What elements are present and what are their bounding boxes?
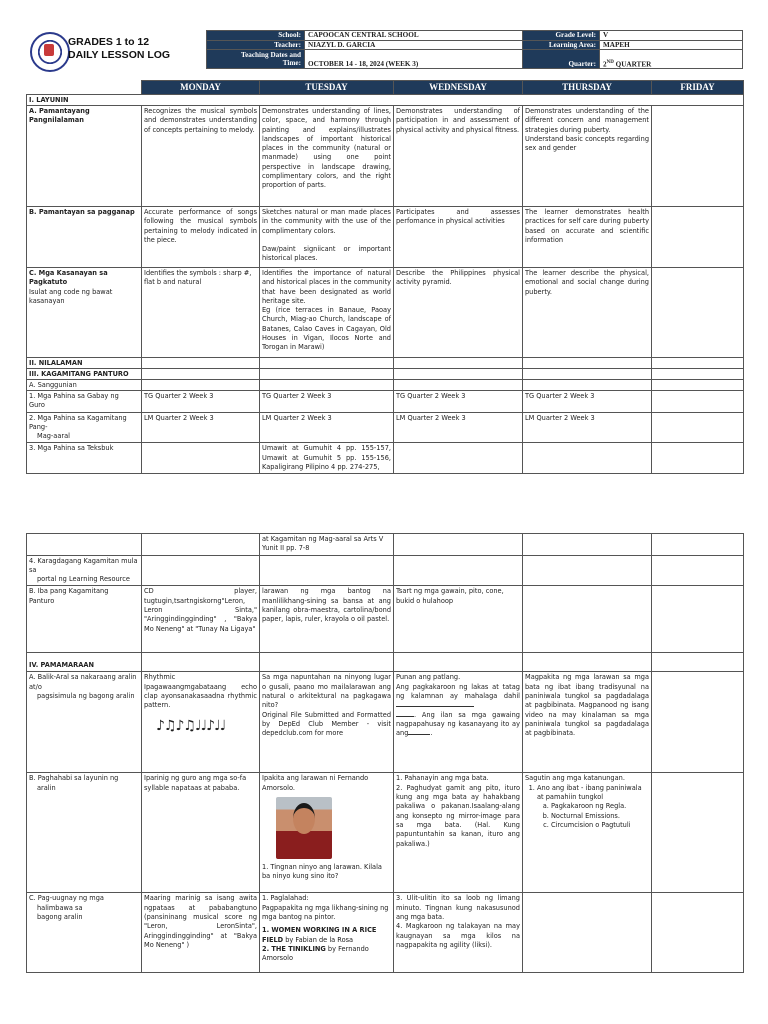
cell-c-friday — [652, 268, 744, 358]
cell-b-friday — [652, 207, 744, 268]
title-line-2: DAILY LESSON LOG — [68, 49, 171, 61]
cell-c-tuesday-p1: Identifies the importance of natural and historical places in the community that have been designated as world heritage site. — [262, 269, 391, 305]
school-label: School: — [207, 31, 305, 41]
cell-empty — [142, 443, 260, 474]
row-label-a-line2: Pangnilalaman — [29, 116, 84, 125]
cell-empty — [523, 555, 652, 586]
day-header-tuesday: TUESDAY — [260, 81, 394, 95]
cell-empty — [523, 893, 652, 973]
cell-empty — [652, 358, 744, 369]
cell-c-tuesday-p2: Eg (rice terraces in Banaue, Paoay Church, Miag-ao Church, landscape of Batanes, Calao Caves in Cagayan, Old Houses in Vigan, Ilocos Norte and Torogan in Marawi) — [262, 306, 391, 352]
area-label: Learning Area: — [523, 40, 600, 50]
cell-iba-monday: CD player, tugtugin,tsartngiskorng"Leron, Leron Sinta," "Aringgindingginding" , "Bakya Mo Neneng" at "Tunay Na Ligaya" — [142, 586, 260, 653]
cell-empty — [652, 391, 744, 413]
rhythm-notation-icon: ♪♫♪♫♩♩♪♩♩ — [156, 717, 226, 734]
quarter-number: 2 — [603, 60, 607, 68]
amorsolo-portrait-image — [276, 797, 332, 859]
row-label-a-line1: A. Pamantayang — [29, 107, 90, 115]
day-header-wednesday: WEDNESDAY — [394, 81, 523, 95]
cell-empty — [260, 358, 394, 369]
cell-gabay-tuesday: TG Quarter 2 Week 3 — [260, 391, 394, 413]
cell-empty — [523, 534, 652, 556]
cell-empty — [523, 358, 652, 369]
row-label-paghahabi — [27, 773, 142, 893]
cell-paghahabi-monday: Iparinig ng guro ang mga so-fa syllable napataas at pababa. — [142, 773, 260, 893]
cell-empty — [523, 369, 652, 380]
grade-value: V — [600, 31, 743, 41]
cell-empty — [260, 653, 394, 672]
dates-label-line2: Time: — [282, 59, 301, 67]
row-label-pag-uugnay — [27, 893, 142, 973]
cell-empty — [652, 555, 744, 586]
dates-label-line1: Teaching Dates and — [240, 51, 301, 59]
blank-line — [396, 716, 414, 717]
row-label-pag-line3: bagong aralin — [37, 913, 83, 922]
cell-balik-wednesday — [394, 672, 523, 773]
row-label-c-line2: Pagkatuto — [29, 278, 68, 287]
row-label-gabay-line1: 1. Mga Pahina sa Gabay ng — [29, 392, 119, 400]
cell-empty — [394, 443, 523, 474]
cell-c-monday: Identifies the symbols : sharp #, flat b and natural — [142, 268, 260, 358]
cell-lm-wednesday: LM Quarter 2 Week 3 — [394, 412, 523, 443]
cell-a-tuesday: Demonstrates understanding of lines, color, space, and harmony through painting and explains/illustrates landscapes of important historical places in the community (natural or manmade) using one point perspective in landscape drawing, complimentary colors, and the right proportion of parts. — [260, 106, 394, 207]
artwork-artist-1: by Fabian de la Rosa — [283, 935, 354, 944]
cell-empty — [394, 358, 523, 369]
quarter-word: QUARTER — [613, 60, 652, 68]
cell-empty — [652, 369, 744, 380]
cell-balik-wednesday-p1: Punan ang patlang. — [396, 673, 461, 682]
row-label-pamantayan-sa-pagganap: B. Pamantayan sa pagganap — [27, 207, 142, 268]
cell-lm-tuesday: LM Quarter 2 Week 3 — [260, 412, 394, 443]
row-label-iba-line1: B. Iba pang Kagamitang — [29, 587, 109, 596]
cell-empty — [394, 369, 523, 380]
cell-teksbuk-tuesday-cont: at Kagamitan ng Mag-aaral sa Arts V Yunit II pp. 7-8 — [260, 534, 394, 556]
teacher-label: Teacher: — [207, 40, 305, 50]
cell-empty — [260, 380, 394, 391]
deped-seal-logo — [30, 32, 70, 72]
cell-balik-wednesday-fill1: Ang pagkakaroon ng lakas at tatag ng kalamnan ay mahalaga dahil — [396, 682, 520, 701]
row-label-pag-line1: C. Pag-uugnay ng mga — [29, 894, 104, 903]
row-label-dagdag-line1: 4. Karagdagang Kagamitan mula sa — [29, 556, 138, 574]
cell-balik-wednesday-p2: Ang pagkakaroon ng lakas at tatag ng kalamnan ay mahalaga dahil . Ang ilan sa mga gawaing nagpapahusay ng kasanayang ito ay ang . — [396, 682, 520, 738]
cell-paghahabi-tuesday-p2: 1. Tingnan ninyo ang larawan. Kilala ba ninyo kung sino ito? — [262, 863, 382, 881]
cell-a-thursday — [523, 106, 652, 207]
cell-empty — [652, 653, 744, 672]
cell-empty — [652, 773, 744, 893]
lesson-grid-page1 — [26, 80, 744, 474]
cell-gabay-monday: TG Quarter 2 Week 3 — [142, 391, 260, 413]
cell-a-thursday-p2: Understand basic concepts regarding sex and gender — [525, 134, 649, 153]
cell-b-wednesday: Participates and assesses perfomance in physical activities — [394, 207, 523, 268]
row-label-gabay-ng-guro — [27, 391, 142, 413]
cell-balik-monday — [142, 672, 260, 773]
cell-a-thursday-p1: Demonstrates understanding of the different concern and management strategies during puberty. — [525, 107, 649, 134]
cell-paghahabi-wednesday — [394, 773, 523, 893]
row-label-balik-aral — [27, 672, 142, 773]
cell-empty — [142, 555, 260, 586]
cell-balik-tuesday — [260, 672, 394, 773]
row-label-pag-line2: halimbawa sa — [37, 903, 83, 912]
cell-balik-thursday: Magpakita ng mga larawan sa mga bata ng ibat ibang tradisyunal na paniniwala tungkol sa pagdadalaga at pagbibinata. Magpanood ng isang video na may kinalaman sa mga paniniwala tungkol sa pagdadalaga at pagbibinata. — [523, 672, 652, 773]
cell-pag-wednesday — [394, 893, 523, 973]
section-kagamitang-panturo: III. KAGAMITANG PANTURO — [27, 369, 142, 380]
cell-empty — [260, 555, 394, 586]
row-label-c-line3: Isulat ang code ng bawat kasanayan — [29, 287, 113, 305]
row-label-karagdagang-kagamitan — [27, 555, 142, 586]
cell-a-friday — [652, 106, 744, 207]
cell-balik-tuesday-p1: Sa mga napuntahan na ninyong lugar o gusali, paano mo mailalarawan ang natural o arkitektural na pagkagawa nito? — [262, 673, 391, 710]
cell-empty — [523, 443, 652, 474]
row-label-sanggunian: A. Sanggunian — [27, 380, 142, 391]
cell-pag-tuesday-p3 — [262, 926, 391, 945]
cell-lm-monday: LM Quarter 2 Week 3 — [142, 412, 260, 443]
cell-empty — [394, 380, 523, 391]
quarter-suffix: ND — [606, 59, 614, 65]
cell-iba-tuesday: larawan ng mga bantog na manlilikhang-sining sa bansa at ang kanilang obra-maestra, cartolina/bond paper, lapis, ruler, krayola o oil pastel. — [260, 586, 394, 653]
artwork-artist-2: by Fernando Amorsolo — [262, 944, 369, 963]
row-label-paghahabi-line2: aralin — [37, 783, 56, 792]
cell-empty — [652, 586, 744, 653]
cell-empty — [394, 653, 523, 672]
cell-empty — [652, 893, 744, 973]
teacher-value: NIAZYL D. GARCIA — [305, 40, 523, 50]
dates-value: OCTOBER 14 - 18, 2024 (WEEK 3) — [305, 50, 523, 69]
cell-pag-tuesday-p4 — [262, 945, 391, 964]
info-table — [206, 30, 743, 69]
cell-iba-wednesday-p1: Tsart ng mga gawain, pito, cone, — [396, 587, 504, 596]
cell-empty — [142, 358, 260, 369]
sub-question-list — [537, 802, 649, 830]
cell-paghahabi-tuesday — [260, 773, 394, 893]
cell-paghahabi-thursday — [523, 773, 652, 893]
cell-b-thursday: The learner demonstrates health practices for self care during puberty based on accurate and scientific information — [523, 207, 652, 268]
cell-lm-thursday: LM Quarter 2 Week 3 — [523, 412, 652, 443]
cell-empty — [394, 555, 523, 586]
row-label-balik-line2: pagsisimula ng bagong aralin — [37, 692, 135, 701]
area-value: MAPEH — [600, 40, 743, 50]
cell-c-tuesday — [260, 268, 394, 358]
day-header-thursday: THURSDAY — [523, 81, 652, 95]
cell-iba-wednesday-p2: bukid o hulahoop — [396, 596, 454, 605]
cell-empty — [142, 534, 260, 556]
day-header-monday: MONDAY — [142, 81, 260, 95]
row-label-teksbuk: 3. Mga Pahina sa Teksbuk — [27, 443, 142, 474]
cell-pag-tuesday-p1: 1. Paglalahad: — [262, 894, 309, 903]
question-1: Ano ang ibat - ibang paniniwala at pamahiin tungkol — [537, 783, 642, 802]
list-item: c. Circumcision o Pagtutuli — [551, 821, 649, 830]
row-label-iba-line2: Panturo — [29, 596, 55, 605]
cell-empty — [142, 380, 260, 391]
day-header-friday: FRIDAY — [652, 81, 744, 95]
cell-empty — [27, 534, 142, 556]
row-label-dagdag-line2: portal ng Learning Resource — [37, 575, 130, 584]
cell-b-tuesday — [260, 207, 394, 268]
row-label-balik-line1: A. Balik-Aral sa nakaraang aralin at/o — [29, 673, 137, 691]
row-label-kagamitang-pang-mag-aaral — [27, 412, 142, 443]
cell-empty — [523, 653, 652, 672]
cell-pag-monday: Maaring marinig sa isang awita ngpataas at pababangtuno (pansininang musical score ng "Leron, LeronSinta", Aringgindingginding" at "Bakya Mo Neneng" ) — [142, 893, 260, 973]
school-value: CAPOOCAN CENTRAL SCHOOL — [305, 31, 523, 41]
cell-pag-wednesday-p1: 3. Ulit-ulitin ito sa loob ng limang minuto. Tingnan kung nakasusunod ang mga bata. — [396, 894, 520, 922]
cell-c-thursday: The learner describe the physical, emotional and social change during puberty. — [523, 268, 652, 358]
cell-empty — [523, 586, 652, 653]
cell-balik-tuesday-p2: Original File Submitted and Formatted by DepEd Club Member - visit depedclub.com for more — [262, 710, 391, 738]
list-item — [537, 784, 649, 830]
cell-balik-wednesday-fill2: . Ang ilan sa mga gawaing nagpapahusay ng kasanayang ito ay ang — [396, 710, 520, 738]
cell-a-wednesday: Demonstrates understanding of participation in and assessment of physical activity and physical fitness. — [394, 106, 523, 207]
cell-empty — [652, 380, 744, 391]
list-item: a. Pagkakaroon ng Regla. — [551, 802, 649, 811]
question-list — [525, 784, 649, 830]
quarter-value — [600, 50, 743, 69]
cell-empty — [652, 672, 744, 773]
cell-empty — [142, 653, 260, 672]
grade-label: Grade Level: — [523, 31, 600, 41]
cell-a-monday: Recognizes the musical symbols and demonstrates understanding of concepts pertaining to melody. — [142, 106, 260, 207]
cell-empty — [652, 443, 744, 474]
artwork-title-2: 2. THE TINIKLING — [262, 944, 326, 953]
cell-pag-tuesday — [260, 893, 394, 973]
row-label-iba-pang-kagamitang — [27, 586, 142, 653]
row-label-c-line1: C. Mga Kasanayan sa — [29, 269, 108, 277]
section-pamamaraan: IV. PAMAMARAAN — [27, 653, 142, 672]
cell-empty — [142, 369, 260, 380]
cell-paghahabi-thursday-p1: Sagutin ang mga katanungan. — [525, 774, 625, 783]
cell-gabay-thursday: TG Quarter 2 Week 3 — [523, 391, 652, 413]
cell-empty — [523, 380, 652, 391]
blank-line — [408, 734, 430, 735]
cell-b-tuesday-p1: Sketches natural or man made places in the community with the use of the complimentary colors. — [262, 208, 391, 235]
cell-teksbuk-tuesday: Umawit at Gumuhit 4 pp. 155-157, Umawit at Gumuhit 5 pp. 155-156, Kapaligirang Pilipino 4 pp. 274-275, — [260, 443, 394, 474]
cell-empty — [652, 412, 744, 443]
title-line-1: GRADES 1 to 12 — [68, 36, 150, 48]
row-label-lm-line2: Mag-aaral — [37, 432, 70, 441]
row-label-gabay-line2: Guro — [29, 401, 45, 410]
cell-paghahabi-tuesday-p1: Ipakita ang larawan ni Fernando Amorsolo. — [262, 774, 369, 792]
cell-gabay-wednesday: TG Quarter 2 Week 3 — [394, 391, 523, 413]
cell-iba-wednesday — [394, 586, 523, 653]
row-label-mga-kasanayan — [27, 268, 142, 358]
row-label-pamantayang-pangnilalaman — [27, 106, 142, 207]
cell-b-tuesday-p2: Daw/paint signiicant or important historical places. — [262, 244, 391, 263]
quarter-label: Quarter: — [523, 50, 600, 69]
cell-empty — [260, 369, 394, 380]
cell-pag-wednesday-p2: 4. Magkaroon ng talakayan na may kaugnayan sa mga kilos na nagpapakita ng agility (liksi). — [396, 922, 520, 949]
cell-b-monday: Accurate performance of songs following the musical symbols pertaining to melody indicated in the piece. — [142, 207, 260, 268]
dates-label — [207, 50, 305, 69]
cell-c-wednesday: Describe the Philippines physical activity pyramid. — [394, 268, 523, 358]
cell-paghahabi-wednesday-p2: 2. Paghudyat gamit ang pito, ituro kung ang mga bata ay hahakbang pakaliwa o pakanan.Isaalang-alang ang konsepto ng mirror-image para sa mga bata. (Hal. Kung papuntuntahin sa kanan, ituro ang pakaliwa.) — [396, 783, 520, 848]
cell-balik-monday-text: Rhythmic Ipagawaangmgabataang echo clap ayonsanakasaadna rhythmic pattern. — [144, 673, 257, 710]
blank-line — [396, 706, 474, 707]
cell-paghahabi-wednesday-p1: 1. Pahanayin ang mga bata. — [396, 774, 489, 783]
list-item: b. Nocturnal Emissions. — [551, 812, 649, 821]
lesson-grid-page2 — [26, 533, 744, 973]
section-layunin: I. LAYUNIN — [27, 95, 744, 106]
cell-pag-tuesday-p2: Pagpapakita ng mga likhang-sining ng mga bantog na pintor. — [262, 903, 389, 922]
section-nilalaman: II. NILALAMAN — [27, 358, 142, 369]
row-label-lm-line1: 2. Mga Pahina sa Kagamitang Pang- — [29, 413, 127, 431]
artwork-title-1: 1. WOMEN WORKING IN A RICE FIELD — [262, 926, 377, 944]
cell-empty — [394, 534, 523, 556]
row-label-paghahabi-line1: B. Paghahabi sa layunin ng — [29, 774, 119, 783]
cell-empty — [652, 534, 744, 556]
